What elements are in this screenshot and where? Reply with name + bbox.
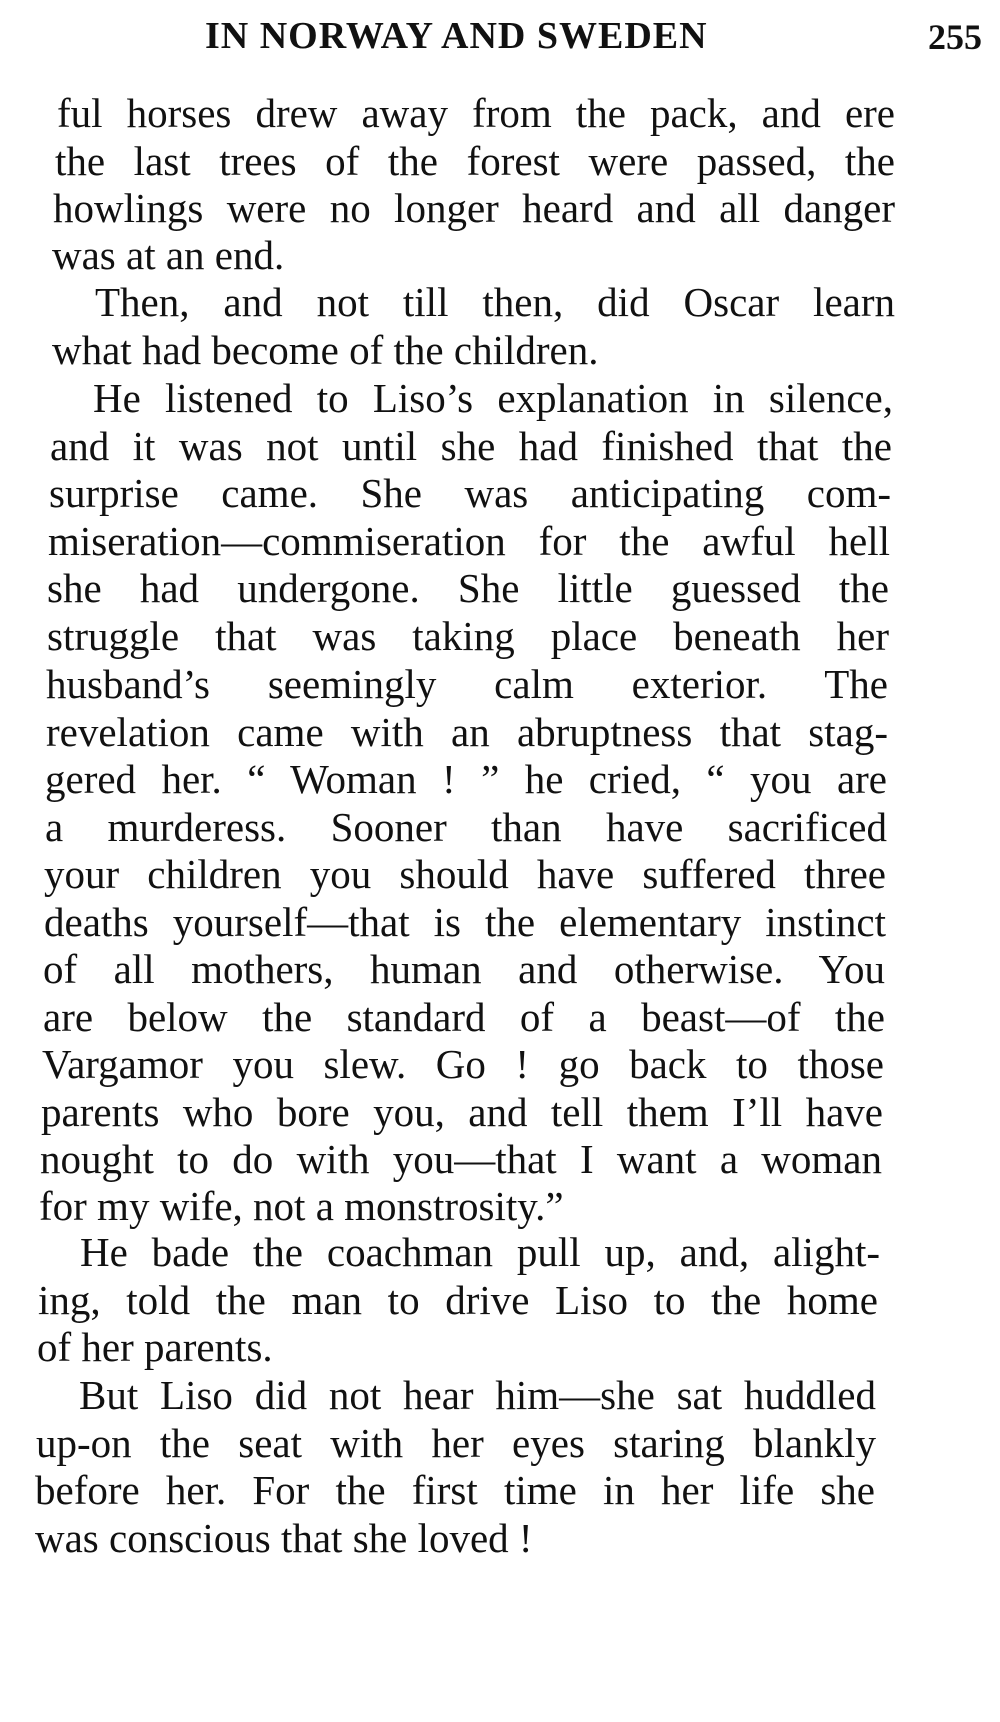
text-line: ing, told the man to drive Liso to the home <box>38 1277 878 1323</box>
text-line: But Liso did not hear him—she sat huddled <box>79 1372 876 1418</box>
running-title: IN NORWAY AND SWEDEN <box>205 15 708 57</box>
text-line: gered her. “ Woman ! ” he cried, “ you are <box>45 756 887 802</box>
text-line: of all mothers, human and otherwise. You <box>43 946 885 992</box>
text-line: parents who bore you, and tell them I’ll have <box>41 1089 883 1135</box>
text-line: a murderess. Sooner than have sacrificed <box>45 804 887 850</box>
text-line: howlings were no longer heard and all danger <box>53 185 895 231</box>
text-line: for my wife, not a monstrosity.” <box>39 1183 564 1229</box>
text-line: before her. For the first time in her life she <box>35 1467 875 1513</box>
text-line: surprise came. She was anticipating com- <box>49 470 891 516</box>
page-number: 255 <box>928 17 982 57</box>
text-line: was at an end. <box>52 232 285 278</box>
text-line: was conscious that she loved ! <box>35 1515 533 1561</box>
text-line: struggle that was taking place beneath her <box>47 613 889 659</box>
text-line: she had undergone. She little guessed the <box>47 565 889 611</box>
text-line: up-on the seat with her eyes staring blankly <box>36 1420 876 1466</box>
text-line: deaths yourself—that is the elementary instinct <box>44 899 886 945</box>
text-line: He bade the coachman pull up, and, alight- <box>80 1229 880 1275</box>
text-line: Vargamor you slew. Go ! go back to those <box>42 1041 884 1087</box>
text-line: husband’s seemingly calm exterior. The <box>46 661 888 707</box>
text-line: miseration—commiseration for the awful hell <box>48 518 890 564</box>
text-line: Then, and not till then, did Oscar learn <box>95 279 895 325</box>
text-line: and it was not until she had finished that the <box>50 423 892 469</box>
text-line: of her parents. <box>37 1324 273 1370</box>
text-line: ful horses drew away from the pack, and ere <box>57 90 895 136</box>
text-line: the last trees of the forest were passed, the <box>55 138 895 184</box>
text-line: what had become of the children. <box>52 327 599 373</box>
text-line: your children you should have suffered three <box>44 851 886 897</box>
text-line: are below the standard of a beast—of the <box>43 994 885 1040</box>
text-line: He listened to Liso’s explanation in silence, <box>93 375 893 421</box>
text-line: nought to do with you—that I want a woman <box>40 1136 882 1182</box>
text-line: revelation came with an abruptness that stag- <box>46 709 888 755</box>
